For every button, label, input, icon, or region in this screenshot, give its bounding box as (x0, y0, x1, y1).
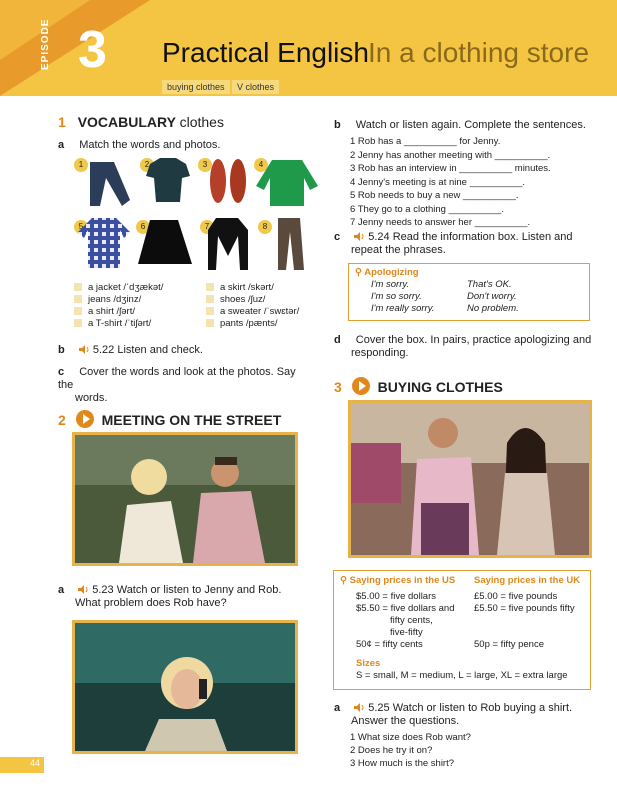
section-number: 1 (58, 114, 66, 130)
section-1-heading (58, 114, 224, 130)
sizes-title: Sizes (356, 658, 381, 669)
exercise-text: Match the words and photos. (79, 139, 221, 151)
sentence-item: 5 Rob needs to buy a new __________. (350, 190, 519, 201)
price-line: 50¢ = fifty cents (356, 639, 423, 650)
sizes-text: S = small, M = medium, L = large, XL = extra large (356, 670, 568, 681)
exercise-1b-right (334, 119, 586, 132)
question-list (350, 731, 471, 770)
checkbox[interactable] (74, 307, 82, 315)
jacket-image (204, 216, 252, 272)
photo-jacket (200, 216, 214, 234)
exercise-text: Cover the words and look at the photos. Say the (58, 366, 296, 391)
photo-number: 2 (140, 158, 154, 172)
exercise-1d (334, 334, 604, 360)
question-item: 3 How much is the shirt? (350, 758, 455, 769)
apologizing-title-row (355, 267, 419, 279)
photo-clothing-store (348, 400, 592, 558)
episode-label: EPISODE (40, 18, 51, 70)
jenny-phone-image (75, 623, 295, 751)
exercise-text-cont: What problem does Rob have? (75, 597, 227, 609)
sentence-list (350, 135, 551, 230)
exercise-text: 5.25 Watch or listen to Rob buying a shirt. (368, 702, 573, 714)
prices-box (333, 570, 591, 690)
exercise-text-cont: repeat the phrases. (351, 244, 446, 256)
exercise-text-cont: responding. (351, 347, 409, 359)
section-title: BUYING CLOTHES (377, 379, 503, 395)
price-line: $5.00 = five dollars (356, 591, 437, 602)
exercise-text: Cover the box. In pairs, practice apologizing and (355, 334, 592, 346)
apologizing-col-1 (371, 279, 434, 315)
sentence-item: 2 Jenny has another meeting with __________. (350, 149, 551, 161)
photo-skirt (136, 216, 150, 234)
sentence-item: 4 Jenny's meeting is at nine __________. (350, 176, 526, 188)
section-title: VOCABULARY (77, 114, 176, 130)
apologizing-col-2 (467, 279, 519, 315)
jeans-image (84, 158, 132, 210)
exercise-text: 5.24 Read the information box. Listen and (368, 231, 573, 243)
checkbox[interactable] (74, 283, 82, 291)
exercise-letter: a (58, 584, 65, 596)
checkbox[interactable] (206, 295, 214, 303)
prices-uk-title: Saying prices in the UK (474, 575, 581, 586)
photo-number: 8 (258, 220, 272, 234)
photo-number: 3 (198, 158, 212, 172)
photo-jenny-phone (72, 620, 298, 754)
page-title: Practical English (162, 37, 369, 68)
skirt-image (136, 216, 194, 268)
word-item: a skirt /skərt/ (220, 282, 274, 293)
episode-number: 3 (78, 21, 107, 79)
page-subtitle: In a clothing store (368, 37, 590, 68)
exercise-letter: c (334, 231, 341, 243)
price-line: $5.50 = five dollars and (356, 603, 455, 614)
exercise-text-cont: Answer the questions. (351, 715, 460, 727)
exercise-letter: d (334, 334, 341, 346)
audio-icon[interactable] (78, 345, 90, 354)
shirt-image (78, 216, 132, 270)
section-number: 3 (334, 379, 342, 395)
checkbox[interactable] (74, 319, 82, 327)
apologizing-box (348, 263, 590, 321)
checkbox[interactable] (206, 307, 214, 315)
video-play-icon[interactable] (352, 377, 370, 395)
word-list-col-2 (206, 282, 299, 330)
apologizing-title: Apologizing (364, 267, 419, 278)
photo-number: 5 (74, 220, 88, 234)
phrase: No problem. (467, 303, 519, 314)
photo-tshirt (140, 154, 154, 172)
photo-pants (258, 216, 272, 234)
word-item: a sweater /ˈswɛtər/ (220, 306, 300, 317)
prices-us-title-row (340, 575, 455, 587)
audio-icon[interactable] (353, 232, 365, 241)
price-line: fifty cents, (390, 615, 433, 626)
prices-us-list (356, 591, 455, 651)
exercise-letter: c (58, 366, 65, 378)
photo-meeting-street (72, 432, 298, 566)
exercise-letter: b (58, 344, 65, 356)
shoes-image (206, 156, 252, 206)
tshirt-image (144, 156, 192, 204)
checkbox[interactable] (74, 295, 82, 303)
audio-icon[interactable] (77, 585, 89, 594)
photo-shoes (198, 154, 212, 172)
store-scene-image (351, 403, 589, 555)
exercise-1b (58, 344, 203, 357)
photo-number: 6 (136, 220, 150, 234)
prices-uk-list (474, 591, 575, 651)
video-play-icon[interactable] (76, 410, 94, 428)
phrase: I'm sorry. (371, 279, 410, 290)
tag-buying-clothes: buying clothes (162, 80, 230, 94)
exercise-2a (58, 584, 308, 610)
sentence-item: 7 Jenny needs to answer her __________. (350, 217, 531, 228)
exercise-letter: a (334, 702, 341, 714)
checkbox[interactable] (206, 283, 214, 291)
photo-shirt (74, 216, 88, 234)
exercise-1c-right (334, 231, 594, 257)
word-item: a shirt /ʃərt/ (88, 306, 135, 317)
word-item: a T-shirt /ˈtiʃərt/ (88, 318, 152, 329)
page-number: 44 (30, 758, 41, 768)
photo-number: 1 (74, 158, 88, 172)
phrase: Don't worry. (467, 291, 517, 302)
price-line: £5.00 = five pounds (474, 591, 558, 602)
audio-icon[interactable] (353, 703, 365, 712)
photo-sweater (254, 154, 268, 172)
phrase: I'm so sorry. (371, 291, 422, 302)
exercise-text: 5.22 Listen and check. (92, 344, 203, 356)
street-scene-image (75, 435, 295, 563)
word-list-col-1 (74, 282, 163, 330)
exercise-text-cont: words. (75, 392, 108, 404)
section-2-heading (58, 410, 281, 428)
exercise-letter: a (58, 139, 65, 151)
photo-jeans (74, 154, 88, 172)
exercise-3a (334, 702, 604, 728)
magnifier-icon: ⚲ (355, 267, 362, 278)
word-item: jeans /dʒinz/ (88, 294, 142, 305)
phrase: That's OK. (467, 279, 512, 290)
price-line: £5.50 = five pounds fifty (474, 603, 575, 614)
section-title-rest: clothes (179, 114, 224, 130)
phrase: I'm really sorry. (371, 303, 435, 314)
pants-image (272, 216, 312, 272)
exercise-letter: b (334, 119, 341, 131)
exercise-1a (58, 139, 220, 152)
sentence-item: 6 They go to a clothing __________. (350, 203, 505, 215)
word-item: a jacket /ˈdʒækət/ (88, 282, 164, 293)
section-title: MEETING ON THE STREET (101, 412, 282, 428)
tag-clothes: V clothes (232, 80, 279, 94)
magnifier-icon: ⚲ (340, 575, 347, 586)
sentence-item: 3 Rob has an interview in __________ minutes. (350, 163, 551, 174)
sentence-item: 1 Rob has a __________ for Jenny. (350, 136, 501, 147)
word-item: pants /pænts/ (220, 318, 278, 329)
word-item: shoes /ʃuz/ (220, 294, 266, 305)
price-line: five-fifty (390, 627, 423, 638)
exercise-text: Watch or listen again. Complete the sentences. (355, 119, 586, 131)
price-line: 50p = fifty pence (474, 639, 544, 650)
clothing-photos (74, 154, 324, 274)
section-3-heading (334, 377, 503, 395)
section-number: 2 (58, 412, 66, 428)
question-item: 1 What size does Rob want? (350, 732, 471, 743)
photo-number: 7 (200, 220, 214, 234)
exercise-text: 5.23 Watch or listen to Jenny and Rob. (92, 584, 282, 596)
prices-us-title: Saying prices in the US (349, 575, 456, 586)
exercise-1c (58, 366, 308, 405)
sweater-image (254, 156, 320, 208)
photo-number: 4 (254, 158, 268, 172)
question-item: 2 Does he try it on? (350, 745, 433, 756)
checkbox[interactable] (206, 319, 214, 327)
